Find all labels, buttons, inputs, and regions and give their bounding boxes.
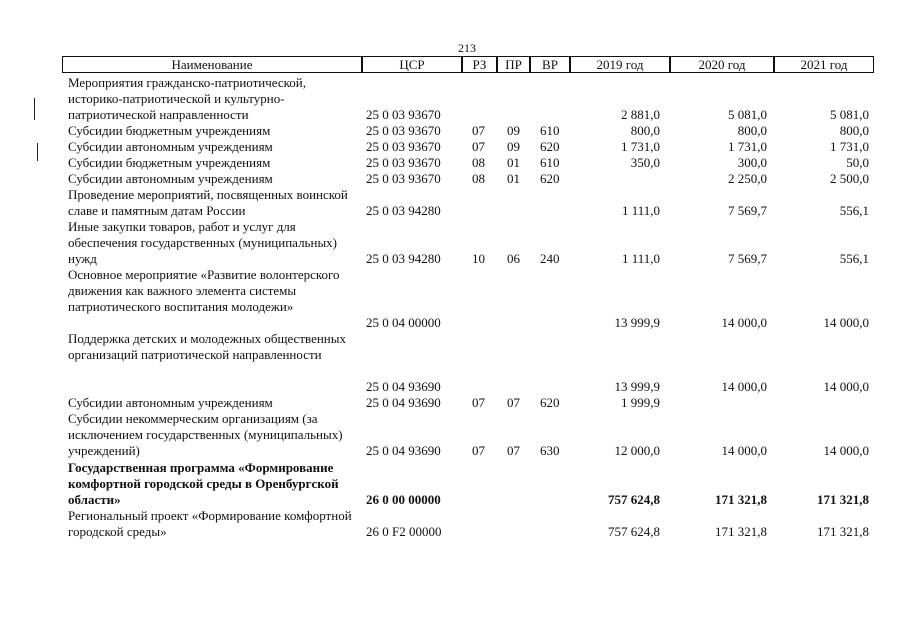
row-csr: 25 0 04 00000 — [366, 315, 441, 330]
row-name: Основное мероприятие «Развитие волонтерского движения как важного элемента системы патриотического воспитания молодежи» — [68, 267, 340, 314]
row-vr: 240 — [540, 251, 560, 266]
row-2021: 1 731,0 — [830, 139, 869, 154]
row-2021: 171 321,8 — [817, 492, 869, 507]
row-pr: 06 — [507, 251, 520, 266]
row-2021: 50,0 — [846, 155, 869, 170]
row-name: Государственная программа «Формирование комфортной городской среды в Оренбургской области» — [68, 460, 339, 507]
table-row — [0, 411, 905, 459]
row-2021: 556,1 — [839, 203, 869, 218]
row-2020: 171 321,8 — [715, 492, 767, 507]
row-pr: 07 — [507, 395, 520, 410]
header-csr: ЦСР — [362, 56, 462, 73]
row-2019: 2 881,0 — [621, 107, 660, 122]
row-vr: 620 — [540, 395, 560, 410]
row-csr: 25 0 03 93670 — [366, 123, 441, 138]
row-rz: 07 — [472, 395, 485, 410]
row-csr: 25 0 03 93670 — [366, 155, 441, 170]
table-row — [0, 508, 905, 540]
row-2020: 14 000,0 — [721, 379, 767, 394]
table-row — [0, 331, 905, 395]
table-row — [0, 123, 905, 139]
row-2021: 171 321,8 — [817, 524, 869, 539]
row-rz: 08 — [472, 155, 485, 170]
row-name: Субсидии автономным учреждениям — [68, 395, 273, 410]
row-name: Иные закупки товаров, работ и услуг для обеспечения государственных (муниципальных) нужд — [68, 219, 338, 266]
row-pr: 09 — [507, 139, 520, 154]
header-rz: РЗ — [462, 56, 497, 73]
table-row — [0, 267, 905, 331]
row-vr: 630 — [540, 443, 560, 458]
row-2019: 1 111,0 — [621, 203, 660, 218]
table-row — [0, 395, 905, 411]
row-vr: 620 — [540, 139, 560, 154]
row-2020: 7 569,7 — [728, 251, 767, 266]
row-2019: 12 000,0 — [614, 443, 660, 458]
row-2019: 757 624,8 — [608, 492, 660, 507]
table-row — [0, 460, 905, 508]
header-2020: 2020 год — [670, 56, 774, 73]
row-vr: 620 — [540, 171, 560, 186]
row-name: Мероприятия гражданско-патриотической, историко-патриотической и культурно-патриотической направленности — [68, 75, 307, 122]
row-2019: 1 731,0 — [621, 139, 660, 154]
row-2021: 2 500,0 — [830, 171, 869, 186]
row-name: Субсидии автономным учреждениям — [68, 171, 273, 186]
row-2021: 556,1 — [839, 251, 869, 266]
table-row — [0, 75, 905, 123]
row-csr: 25 0 04 93690 — [366, 379, 441, 394]
row-name: Субсидии бюджетным учреждениям — [68, 123, 271, 138]
row-rz: 07 — [472, 443, 485, 458]
row-csr: 25 0 03 93670 — [366, 171, 441, 186]
row-vr: 610 — [540, 155, 560, 170]
row-name: Региональный проект «Формирование комфортной городской среды» — [68, 508, 352, 539]
row-2021: 14 000,0 — [823, 443, 869, 458]
row-2021: 800,0 — [839, 123, 869, 138]
row-pr: 01 — [507, 155, 520, 170]
row-rz: 08 — [472, 171, 485, 186]
row-2020: 1 731,0 — [728, 139, 767, 154]
row-2019: 800,0 — [630, 123, 660, 138]
row-2020: 2 250,0 — [728, 171, 767, 186]
row-2019: 757 624,8 — [608, 524, 660, 539]
row-2021: 14 000,0 — [823, 379, 869, 394]
header-2021: 2021 год — [774, 56, 874, 73]
row-rz: 07 — [472, 139, 485, 154]
row-name: Поддержка детских и молодежных общественных организаций патриотической направленности — [68, 331, 346, 362]
row-csr: 26 0 00 00000 — [366, 492, 441, 507]
row-2019: 350,0 — [630, 155, 660, 170]
row-name: Субсидии бюджетным учреждениям — [68, 155, 271, 170]
row-rz: 07 — [472, 123, 485, 138]
row-vr: 610 — [540, 123, 560, 138]
table-row — [0, 171, 905, 187]
row-name: Субсидии автономным учреждениям — [68, 139, 273, 154]
header-name: Наименование — [62, 56, 362, 73]
row-2020: 5 081,0 — [728, 107, 767, 122]
header-pr: ПР — [497, 56, 530, 73]
row-2020: 14 000,0 — [721, 443, 767, 458]
row-name: Проведение мероприятий, посвященных воинской славе и памятным датам России — [68, 187, 348, 218]
row-2021: 5 081,0 — [830, 107, 869, 122]
row-2020: 800,0 — [737, 123, 767, 138]
table-row — [0, 219, 905, 267]
row-2019: 1 999,9 — [621, 395, 660, 410]
row-csr: 25 0 04 93690 — [366, 443, 441, 458]
page-number: 213 — [458, 41, 476, 55]
row-2021: 14 000,0 — [823, 315, 869, 330]
row-pr: 09 — [507, 123, 520, 138]
row-2020: 7 569,7 — [728, 203, 767, 218]
row-csr: 25 0 03 94280 — [366, 251, 441, 266]
row-pr: 01 — [507, 171, 520, 186]
header-2019: 2019 год — [570, 56, 670, 73]
row-csr: 26 0 F2 00000 — [366, 524, 442, 539]
row-csr: 25 0 03 93670 — [366, 139, 441, 154]
header-vr: ВР — [530, 56, 570, 73]
row-name: Субсидии некоммерческим организациям (за исключением государственных (муниципальных) учреждений) — [68, 411, 343, 458]
row-csr: 25 0 03 94280 — [366, 203, 441, 218]
table-row — [0, 187, 905, 219]
row-2020: 300,0 — [737, 155, 767, 170]
table-row — [0, 155, 905, 171]
row-2019: 1 111,0 — [621, 251, 660, 266]
row-csr: 25 0 04 93690 — [366, 395, 441, 410]
row-pr: 07 — [507, 443, 520, 458]
row-2019: 13 999,9 — [614, 315, 660, 330]
row-2020: 14 000,0 — [721, 315, 767, 330]
row-2019: 13 999,9 — [614, 379, 660, 394]
row-rz: 10 — [472, 251, 485, 266]
row-2020: 171 321,8 — [715, 524, 767, 539]
table-row — [0, 139, 905, 155]
row-csr: 25 0 03 93670 — [366, 107, 441, 122]
